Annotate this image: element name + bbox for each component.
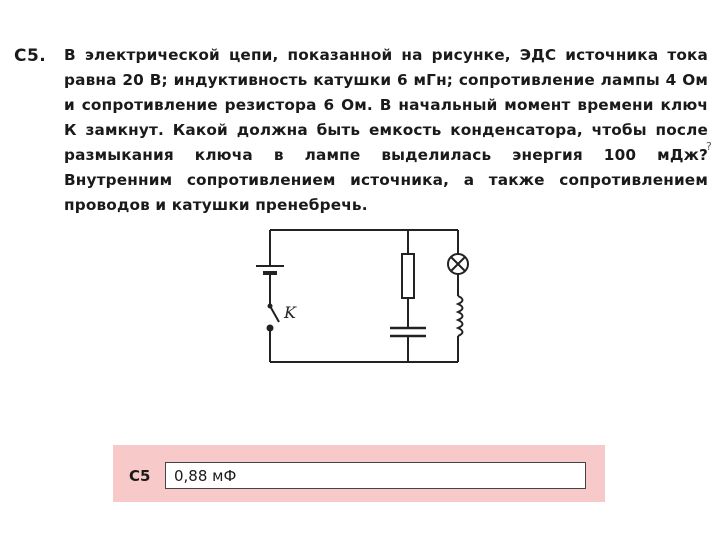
answer-value: 0,88 мФ xyxy=(174,467,237,485)
circuit-diagram xyxy=(230,222,480,372)
answer-panel xyxy=(113,445,605,502)
switch-label: K xyxy=(284,303,296,322)
stray-question-mark: ? xyxy=(706,140,712,153)
problem-statement: В электрической цепи, показанной на рисунке, ЭДС источника тока равна 20 В; индуктивность катушки 6 мГн; сопротивление лампы 4 Ом и сопротивление резистора 6 Ом. В начальный момент времени ключ К замкнут. Какой должна быть емкость конденсатора, чтобы после размыкания ключа в лампе выделилась энергия 100 мДж? Внутренним сопротивлением источника, а также сопротивлением проводов и катушки пренебречь. xyxy=(64,46,708,214)
battery-symbol xyxy=(256,266,284,273)
answer-box xyxy=(165,462,586,489)
answer-label: С5 xyxy=(129,467,151,485)
switch-symbol xyxy=(268,305,280,331)
resistor-symbol xyxy=(402,254,414,298)
lamp-symbol xyxy=(448,254,468,274)
capacitor-symbol xyxy=(390,328,426,336)
problem-number: С5. xyxy=(14,46,47,66)
inductor-symbol xyxy=(458,296,463,336)
